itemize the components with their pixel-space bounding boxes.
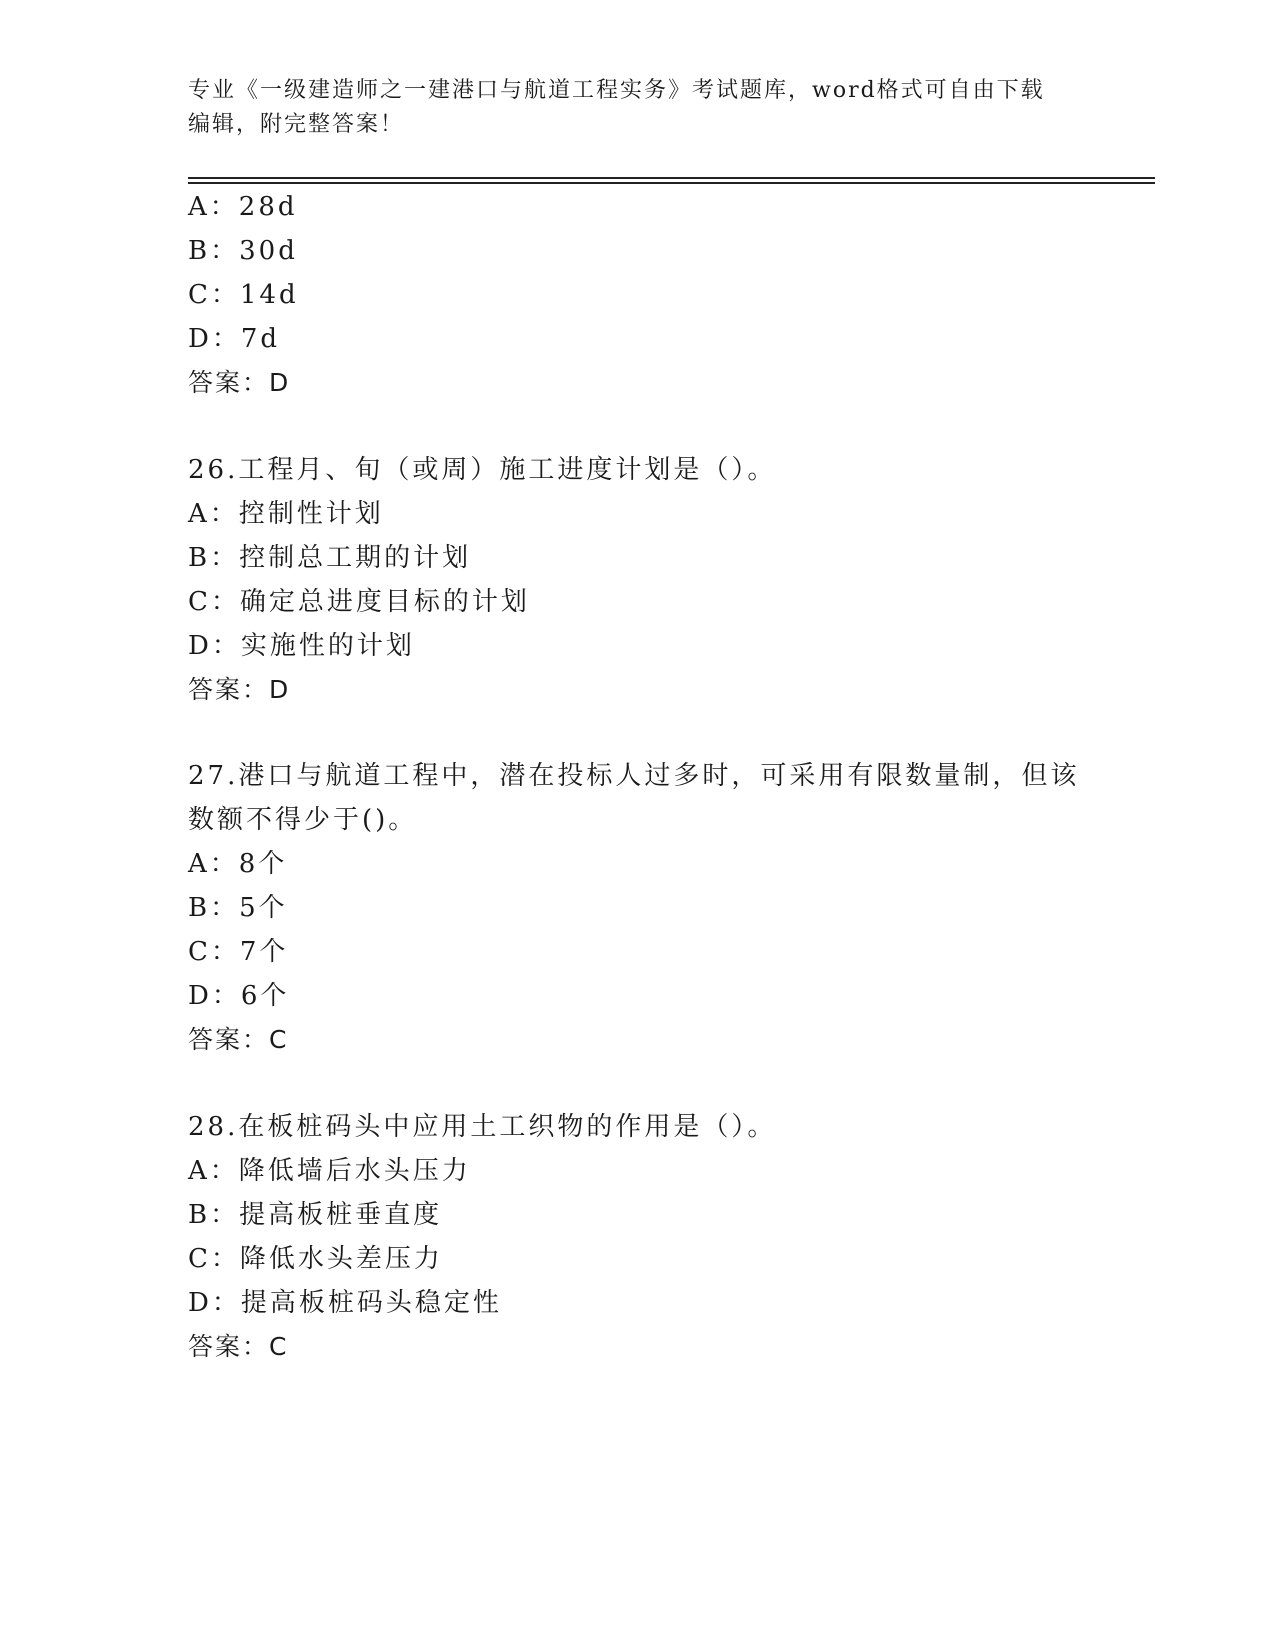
q28-question: 28.在板桩码头中应用土工织物的作用是（）。: [188, 1112, 777, 1142]
header-divider-top: [188, 177, 1155, 179]
q26-option-b: B：控制总工期的计划: [188, 543, 472, 573]
q28-option-b: B：提高板桩垂直度: [188, 1200, 443, 1230]
q27-option-a: A：8个: [188, 849, 288, 879]
q27-option-d: D：6个: [188, 981, 290, 1011]
q26-answer: 答案：D: [188, 675, 291, 704]
q27-question-line-1: 27.港口与航道工程中，潜在投标人过多时，可采用有限数量制，但该: [188, 761, 1080, 791]
q26-option-c: C：确定总进度目标的计划: [188, 587, 530, 617]
document-header: [188, 74, 1068, 142]
q27-option-b: B：5个: [188, 893, 288, 923]
q27-question-line-2: 数额不得少于()。: [188, 805, 418, 835]
q28-option-a: A：降低墙后水头压力: [188, 1156, 471, 1186]
q27-option-c: C：7个: [188, 937, 289, 967]
q26-option-d: D：实施性的计划: [188, 631, 415, 661]
q26-option-a: A：控制性计划: [188, 499, 384, 529]
q25-option-b: B：30d: [188, 236, 298, 266]
q27-answer: 答案：C: [188, 1025, 289, 1054]
q28-option-c: C：降低水头差压力: [188, 1244, 443, 1274]
q26-question: 26.工程月、旬（或周）施工进度计划是（）。: [188, 455, 777, 485]
header-divider-bottom: [188, 182, 1155, 184]
header-line-2: 编辑，附完整答案！: [188, 112, 405, 137]
q25-option-a: A：28d: [188, 192, 298, 222]
q25-option-d: D：7d: [188, 324, 281, 354]
header-line-1: 专业《一级建造师之一建港口与航道工程实务》考试题库，word格式可自由下载: [188, 78, 1045, 103]
q25-option-c: C：14d: [188, 280, 299, 310]
q28-answer: 答案：C: [188, 1332, 289, 1361]
q25-answer: 答案：D: [188, 368, 291, 397]
q28-option-d: D：提高板桩码头稳定性: [188, 1288, 502, 1318]
